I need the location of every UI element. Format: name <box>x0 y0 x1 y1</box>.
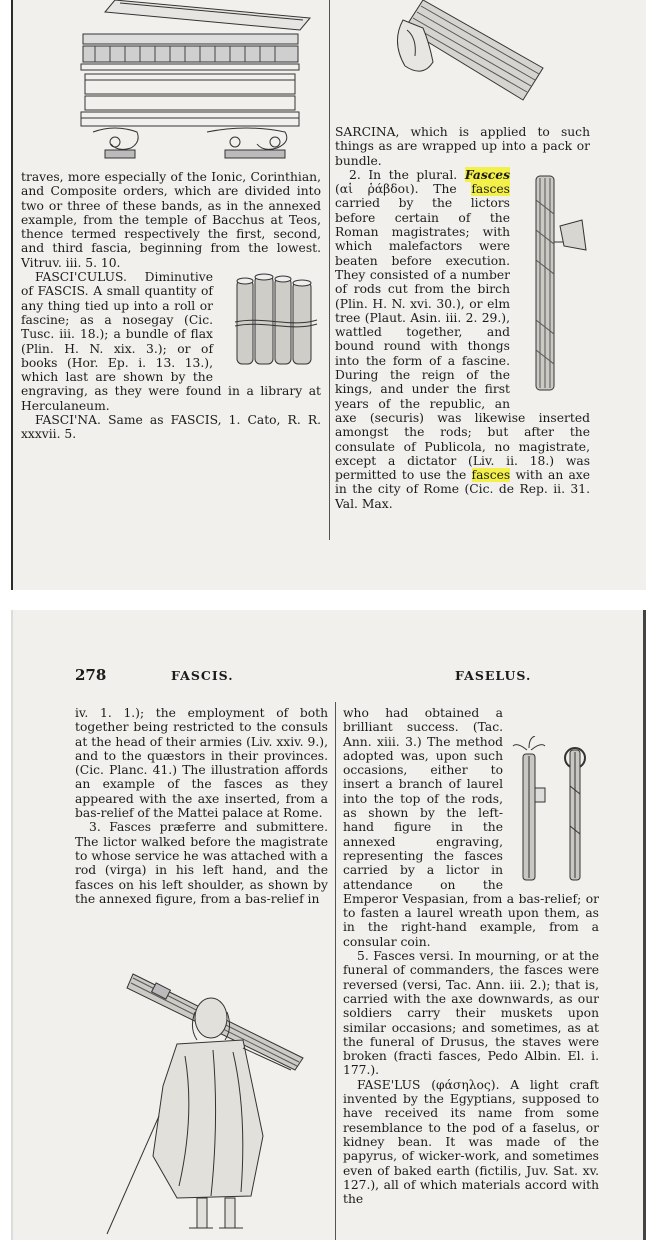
page-number: 278 <box>75 666 107 684</box>
bottom-left-para-1: iv. 1. 1.); the employment of both together being restricted to the consuls at the head of their armies (Liv. xxiv. 9.), and to the quæstors in their provinces. (Cic. Planc. 41.) The illustration affords an example of the fasces as they appeared with the axe inserted, from a bas-relief of the Mattei palace at Rome. <box>75 706 328 821</box>
plural-text-c: carried by the lictors before certain of the Roman magistrates; with which malefactors were beaten before execution. They consisted of a number of rods cut from the birch (Plin. H. N. xvi. 30.), or elm tree (Plaut. Asin. iii. 2. 29.), wattled together, and bound round with thongs into the form of a fascine. During the reign of the kings, and under the first years of the republic, an axe (securis) was likewise inserted amongst the rods; but after the consulate of Publicola, no magistrate, except a dictator (Liv. ii. 18.) was permitted to use the <box>335 196 590 483</box>
top-right-column <box>335 125 590 511</box>
highlight-fasces-2: fasces <box>471 182 510 197</box>
lictor-shoulder-engraving <box>393 0 553 118</box>
bottom-left-para-2: 3. Fasces præferre and submittere. The lictor walked before the magistrate to whose service he was attached with a rod (virga) in his left hand, and the fasces on his left shoulder, as shown by the annexed figure, from a bas-relief in <box>75 820 328 906</box>
lictor-figure-engraving <box>93 966 323 1240</box>
top-right-para-1: SARCINA, which is applied to such things as are wrapped up into a pack or bundle. <box>335 125 590 168</box>
running-head-left: FASCIS. <box>171 668 234 683</box>
bottom-right-column <box>343 706 599 1206</box>
highlight-fasces-1: Fasces <box>464 166 510 182</box>
bottom-left-column <box>75 706 328 906</box>
bottom-column-rule <box>335 702 336 1240</box>
running-head-right: FASELUS. <box>455 668 532 683</box>
highlight-fasces-3: fasces <box>471 468 511 483</box>
scroll-bundle-engraving <box>219 272 321 371</box>
bottom-right-para-1 <box>343 706 599 949</box>
plural-text-b: (αἱ ῥάβδοι). The <box>335 182 472 197</box>
top-left-para-3: FASCI'NA. Same as FASCIS, 1. Cato, R. R. xxxvii. 5. <box>21 413 321 442</box>
top-left-column <box>21 170 321 442</box>
bottom-right-para-2: 5. Fasces versi. In mourning, or at the funeral of commanders, the fasces were reversed (versi, Tac. Ann. iii. 2.); that is, carried with the axe downwards, as our soldiers carry their muskets upon similar occasions; and sometimes, as at the funeral of Drusus, the staves were broken (fracti fasces, Pedo Albin. El. i. 177.). <box>343 949 599 1078</box>
bottom-page-scan <box>11 610 646 1240</box>
bottom-right-para-3: FASE'LUS (φάσηλος). A light craft invented by the Egyptians, supposed to have received its name from some resemblance to the pod of a faselus, or kidney bean. It was made of the papyrus, of wicker-work, and sometimes even of baked earth (fictilis, Juv. Sat. xv. 127.), all of which materials accord with the <box>343 1077 599 1207</box>
entablature-engraving <box>75 0 315 165</box>
fasces-laurel-engraving <box>509 736 599 889</box>
top-page-scan <box>11 0 646 590</box>
column-rule <box>329 0 330 540</box>
top-left-para-2 <box>21 270 321 413</box>
bottom-right-para-1-text: who had obtained a brilliant success. (Tac. Ann. xiii. 3.) The method adopted was, upon such occasions, either to insert a branch of laurel into the top of the rods, as shown by the left-hand figure in the annexed engraving, representing the fasces carried by a lictor in attendance on the Emperor Vespasian, from a bas-relief; or to fasten a laurel wreath upon them, as in the right-hand example, from a consular coin. <box>343 706 599 949</box>
fasces-axe-engraving <box>516 170 590 399</box>
top-right-para-2 <box>335 168 590 511</box>
plural-text-d: with an axe in the city of Rome (Cic. de Rep. ii. 31. Val. Max. <box>335 468 591 511</box>
top-left-para-1: traves, more especially of the Ionic, Corinthian, and Composite orders, which are divided into two or three of these bands, as in the annexed example, from the temple of Bacchus at Teos, thence termed respectively the first, second, and third fascia, beginning from the lowest. Vitruv. iii. 5. 10. <box>21 170 321 270</box>
plural-text-a: 2. In the plural. <box>349 167 465 182</box>
top-left-para-2-text: FASCI'CULUS. Diminutive of FASCIS. A small quantity of any thing tied up into a roll or fascine; as a nosegay (Cic. Tusc. iii. 18.); a bundle of flax (Plin. H. N. xix. 3.); or of books (Hor. Ep. i. 13. 13.), which last are shown by the engraving, as they were found in a library at Herculaneum. <box>21 270 321 413</box>
